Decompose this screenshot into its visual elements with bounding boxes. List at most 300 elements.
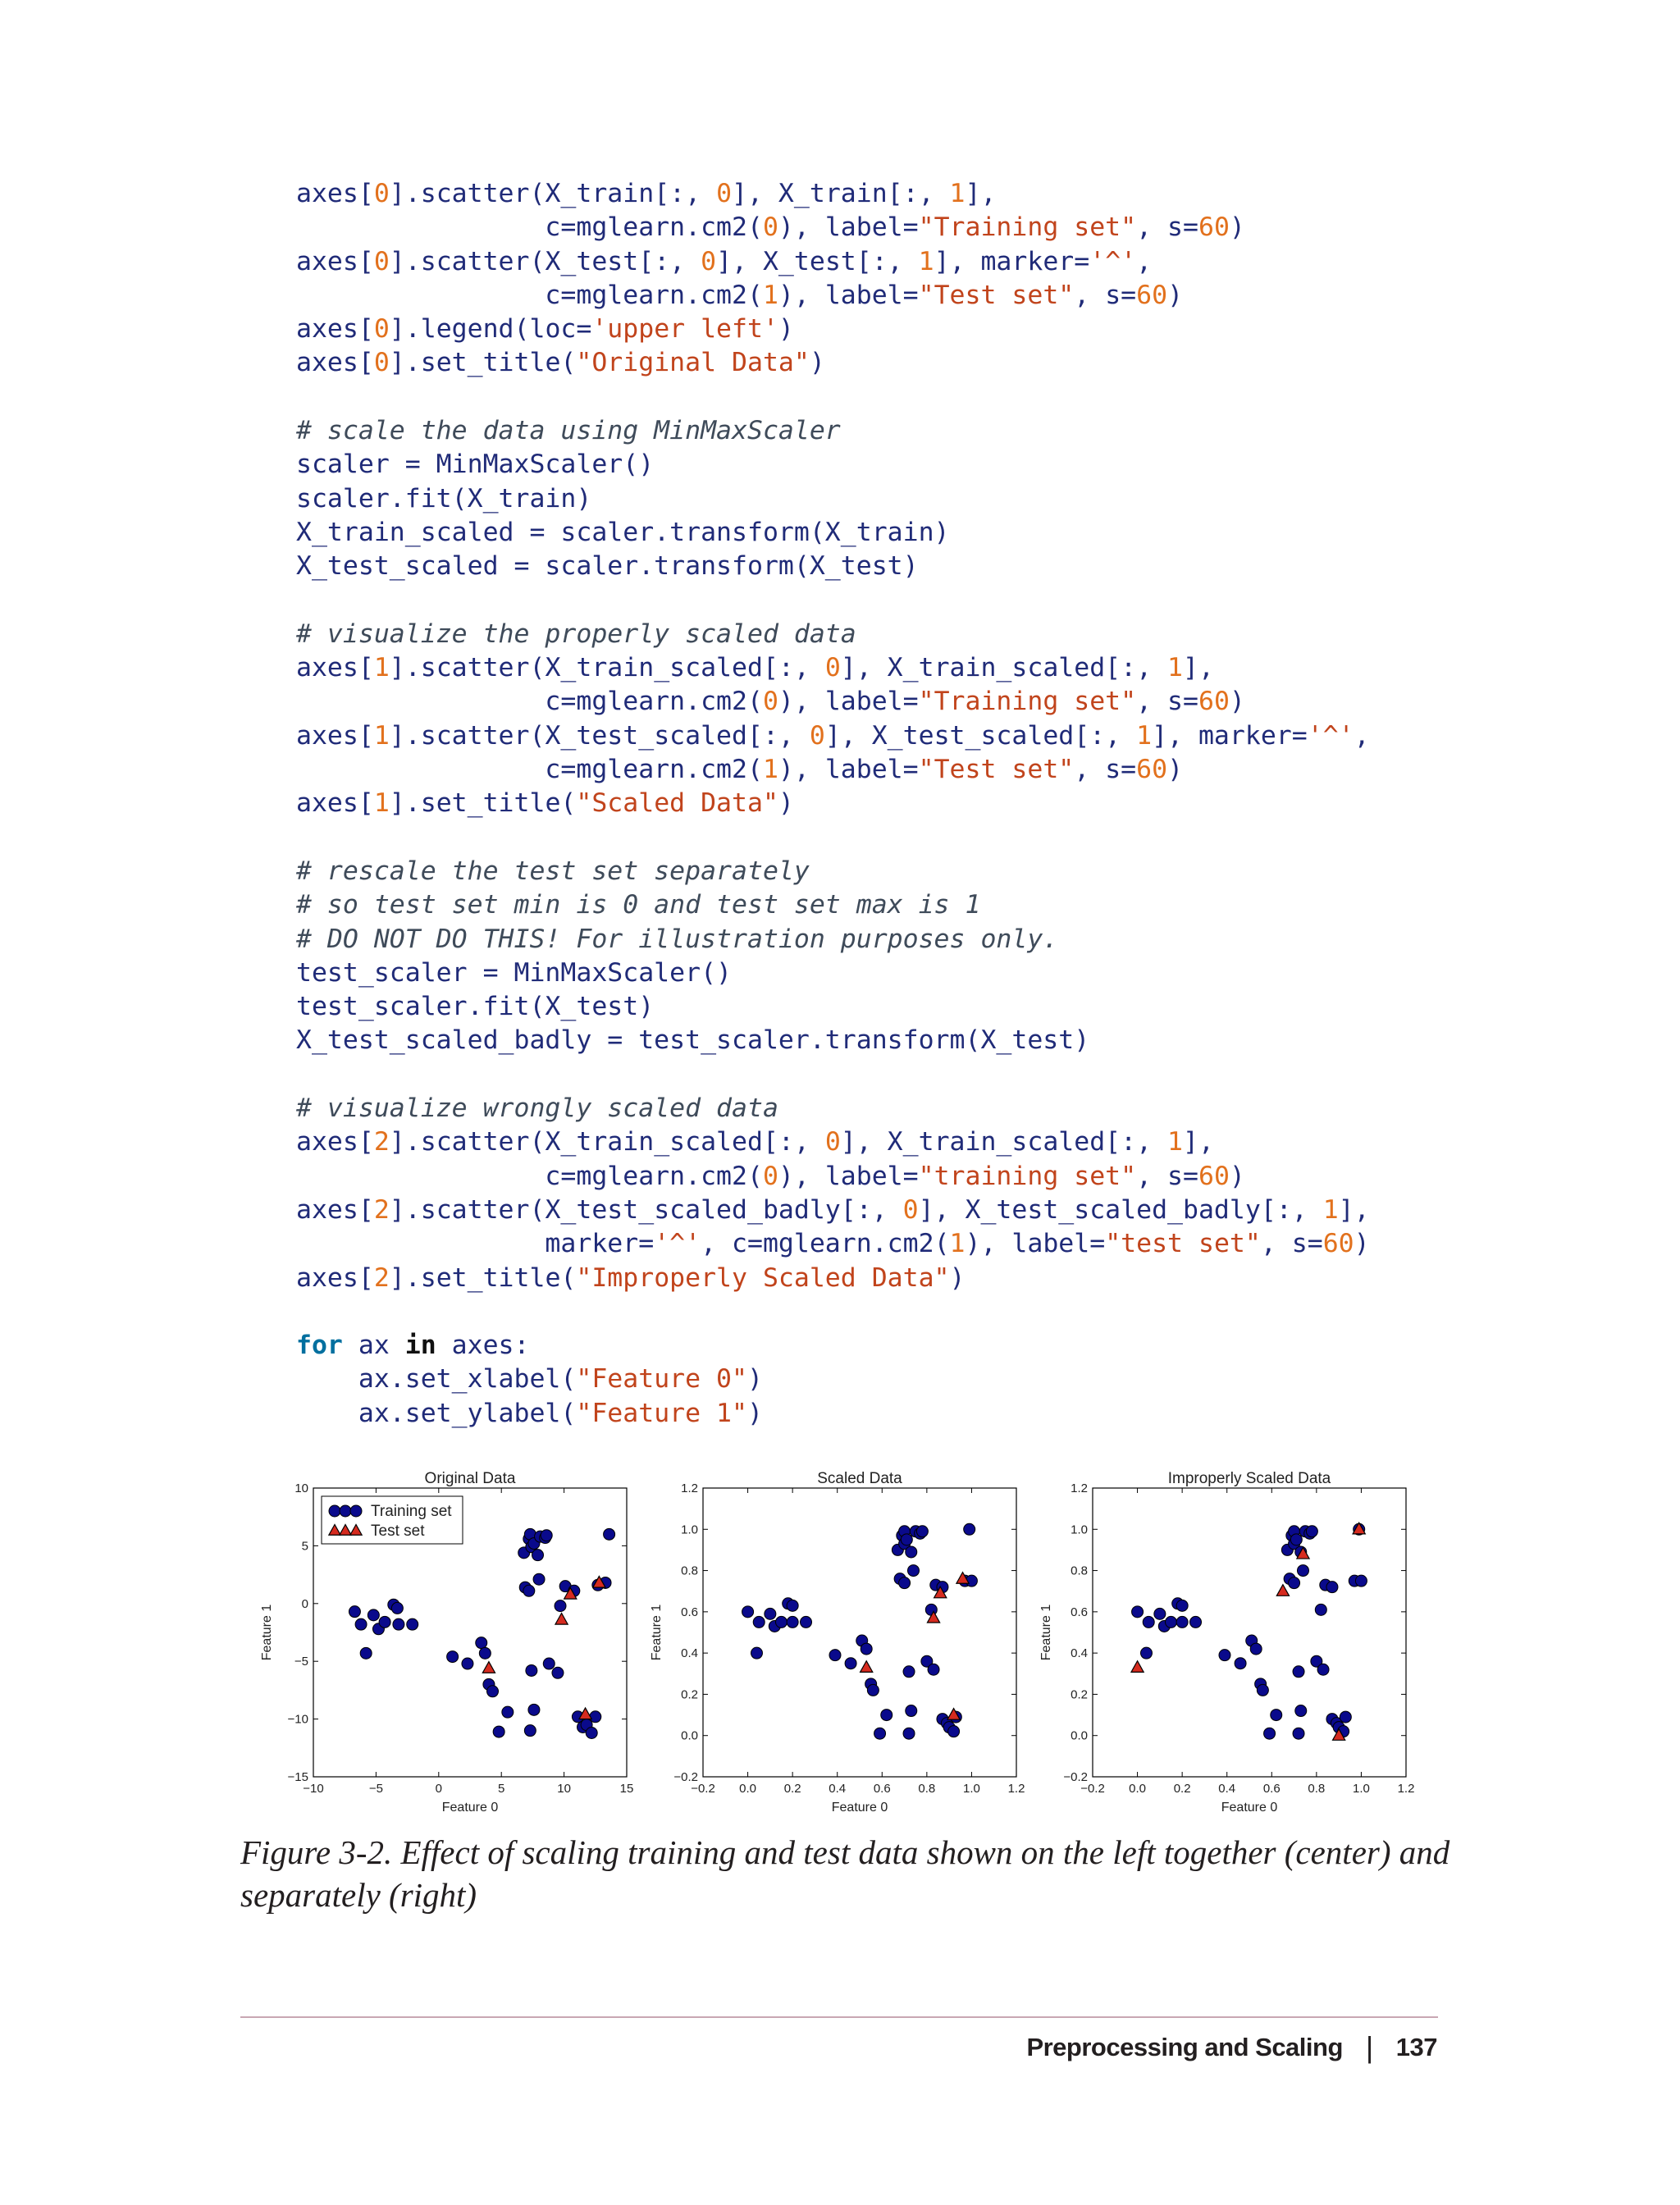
y-tick-label: 0 [301, 1596, 308, 1611]
code-token: ), label= [778, 687, 919, 717]
code-token: ) [778, 314, 794, 345]
train-point [532, 1550, 544, 1561]
code-token: '^' [1089, 246, 1137, 276]
y-axis-label: Feature 1 [1039, 1604, 1053, 1661]
train-point [604, 1528, 615, 1540]
code-token: "Feature 1" [576, 1398, 747, 1428]
code-token: ax [342, 1331, 405, 1361]
x-tick-label: 5 [498, 1782, 505, 1796]
y-tick-label: 1.2 [1071, 1481, 1088, 1495]
code-token: ) [949, 1262, 966, 1293]
code-line [296, 685, 1370, 719]
footer-rule [240, 2016, 1438, 2018]
train-point [1257, 1684, 1268, 1696]
x-tick-label: 15 [619, 1782, 634, 1796]
train-point [903, 1666, 915, 1678]
code-token: , s= [1136, 212, 1198, 243]
y-tick-label: 0.4 [1071, 1646, 1088, 1661]
train-point [528, 1704, 540, 1715]
scatter-panel [650, 1470, 1025, 1815]
code-token: ), label= [778, 1161, 919, 1191]
train-point [407, 1618, 418, 1630]
legend-train-marker [340, 1505, 351, 1517]
code-token: ), label= [778, 280, 919, 310]
train-point [845, 1658, 856, 1669]
train-point [590, 1711, 601, 1723]
code-token: "Training set" [918, 212, 1137, 243]
code-token: ], X_test[:, [716, 246, 919, 276]
train-point [901, 1534, 912, 1545]
code-token: 0 [373, 179, 390, 208]
code-token: "Training set" [918, 687, 1137, 717]
code-line [296, 651, 1370, 685]
train-point [1176, 1616, 1188, 1628]
code-token: 'upper left' [591, 314, 778, 345]
code-token: , s= [1260, 1229, 1323, 1259]
code-token: ], [1183, 1127, 1214, 1157]
code-token: ].scatter(X_test[:, [389, 246, 701, 276]
code-token: '^' [654, 1229, 701, 1259]
code-token: 0 [373, 246, 390, 276]
y-tick-label: 1.0 [681, 1522, 698, 1537]
code-token: c=mglearn.cm2( [296, 280, 763, 310]
code-token: axes[ [296, 653, 374, 683]
train-point [765, 1608, 776, 1619]
train-point [1297, 1565, 1308, 1577]
code-line [296, 346, 1370, 380]
x-tick-label: 0.0 [739, 1782, 757, 1796]
x-axis-label: Feature 0 [1221, 1801, 1278, 1815]
code-token: c=mglearn.cm2( [296, 1161, 763, 1191]
chart-title: Improperly Scaled Data [1167, 1470, 1331, 1487]
code-token: 1 [373, 788, 390, 819]
code-token: 60 [1198, 212, 1230, 243]
code-token: ) [778, 788, 794, 819]
code-token: ].scatter(X_train_scaled[:, [389, 653, 825, 683]
code-line [296, 1227, 1370, 1261]
train-point [801, 1616, 812, 1628]
code-line [296, 448, 1370, 482]
chart-title: Scaled Data [817, 1470, 902, 1487]
code-token: scaler = MinMaxScaler() [296, 450, 655, 480]
code-token: 1 [1136, 720, 1153, 751]
x-tick-label: −10 [303, 1782, 324, 1796]
code-token: axes[ [296, 1127, 374, 1157]
legend-train-marker [329, 1505, 340, 1517]
train-point [1250, 1643, 1262, 1655]
y-tick-label: −15 [287, 1770, 308, 1784]
scatter-panel [1039, 1470, 1414, 1815]
code-token: ) [1229, 212, 1245, 243]
code-token: 0 [373, 348, 390, 378]
y-tick-label: 0.2 [681, 1687, 698, 1702]
train-point [479, 1647, 491, 1659]
code-token: 0 [824, 653, 841, 683]
train-point [552, 1667, 564, 1678]
train-point [1176, 1600, 1188, 1611]
train-point [903, 1728, 915, 1739]
train-point [1190, 1616, 1202, 1628]
code-token: ), label= [778, 755, 919, 785]
code-token: # visualize wrongly scaled data [296, 1093, 778, 1124]
code-token: c=mglearn.cm2( [296, 755, 763, 785]
code-token: # so test set min is 0 and test set max is 1 [296, 890, 981, 920]
code-line [296, 753, 1370, 787]
code-token: , s= [1136, 1161, 1198, 1191]
code-token: , [1354, 720, 1370, 751]
train-point [523, 1585, 535, 1596]
scatter-panel [260, 1470, 633, 1815]
code-token: 60 [1136, 755, 1168, 785]
x-tick-label: −0.2 [691, 1782, 715, 1796]
code-line [296, 719, 1370, 753]
code-token: ].scatter(X_test_scaled[:, [389, 720, 810, 751]
code-line [296, 1125, 1370, 1159]
train-point [487, 1686, 499, 1697]
x-tick-label: 0.8 [918, 1782, 936, 1796]
y-tick-label: 0.0 [681, 1728, 698, 1743]
train-point [586, 1727, 597, 1738]
train-point [1154, 1608, 1166, 1619]
train-point [393, 1618, 404, 1630]
train-point [1289, 1577, 1300, 1589]
page-number: 137 [1395, 2033, 1437, 2061]
code-token: c=mglearn.cm2( [296, 687, 763, 717]
code-token: ], [965, 179, 997, 208]
figure-caption: Figure 3-2. Effect of scaling training and test data shown on the left together (center) and separately (right) [240, 1833, 1450, 1914]
code-token: 60 [1198, 687, 1230, 717]
x-tick-label: 1.0 [1352, 1782, 1370, 1796]
code-token: ), label= [778, 212, 919, 243]
code-token: "Test set" [918, 755, 1075, 785]
code-line [296, 1295, 1370, 1329]
code-token: ].scatter(X_test_scaled_badly[:, [389, 1194, 903, 1225]
code-token: ), label= [965, 1229, 1106, 1259]
code-token: 1 [949, 179, 966, 208]
x-tick-label: 0.6 [1262, 1782, 1281, 1796]
code-line [296, 550, 1370, 583]
train-point [1132, 1606, 1144, 1618]
code-token: 0 [762, 212, 778, 243]
code-line [296, 482, 1370, 516]
code-token: ) [1167, 755, 1184, 785]
x-axis-label: Feature 0 [441, 1801, 499, 1815]
code-token: , s= [1136, 687, 1198, 717]
code-token: 1 [373, 653, 390, 683]
code-line [296, 990, 1370, 1024]
code-token: 1 [918, 246, 934, 276]
y-tick-label: −5 [294, 1655, 308, 1669]
code-token: ) [1229, 687, 1245, 717]
train-point [742, 1606, 754, 1618]
train-point [462, 1658, 473, 1669]
train-point [1271, 1710, 1282, 1721]
y-tick-label: 0.8 [681, 1564, 698, 1578]
code-line [296, 211, 1370, 244]
code-token: "test set" [1105, 1229, 1261, 1259]
code-line [296, 279, 1370, 313]
code-token: "training set" [918, 1161, 1137, 1191]
y-tick-label: 10 [294, 1481, 308, 1495]
code-token: "Scaled Data" [576, 788, 778, 819]
y-tick-label: 0.4 [681, 1646, 698, 1661]
code-token: 0 [902, 1194, 919, 1225]
code-token: ], marker= [1152, 720, 1308, 751]
code-token: , c=mglearn.cm2( [701, 1229, 950, 1259]
y-tick-label: 0.6 [1071, 1605, 1088, 1619]
footer-section-title: Preprocessing and Scaling [1026, 2033, 1343, 2061]
code-token: axes[ [296, 179, 374, 208]
y-tick-label: 0.6 [681, 1605, 698, 1619]
train-point [753, 1616, 765, 1628]
train-point [447, 1651, 459, 1663]
code-token: # visualize the properly scaled data [296, 619, 856, 649]
train-point [964, 1523, 975, 1535]
train-point [1166, 1616, 1177, 1628]
y-tick-label: 1.0 [1071, 1522, 1088, 1537]
train-point [861, 1643, 872, 1655]
code-line [296, 381, 1370, 414]
page-footer [1026, 2030, 1437, 2065]
code-line [296, 313, 1370, 346]
code-token: 1 [373, 720, 390, 751]
train-point [776, 1616, 788, 1628]
code-token: , [1136, 246, 1153, 276]
train-point [787, 1616, 798, 1628]
train-point [1295, 1705, 1307, 1717]
train-point [1293, 1728, 1304, 1739]
code-token: ].set_title( [389, 348, 577, 378]
x-tick-label: 0.8 [1308, 1782, 1326, 1796]
code-token: axes[ [296, 1262, 374, 1293]
code-token: 60 [1322, 1229, 1354, 1259]
code-token: axes[ [296, 246, 374, 276]
code-token: "Feature 0" [576, 1364, 747, 1395]
train-point [526, 1664, 537, 1676]
code-token: 2 [373, 1194, 390, 1225]
train-point [829, 1650, 841, 1661]
code-token: 1 [1322, 1194, 1339, 1225]
code-token: 1 [762, 755, 778, 785]
train-point [874, 1728, 886, 1739]
code-token: 1 [762, 280, 778, 310]
code-line [296, 618, 1370, 651]
train-point [368, 1609, 379, 1621]
code-token: axes[ [296, 788, 374, 819]
y-tick-label: 0.2 [1071, 1687, 1088, 1702]
code-token: axes: [436, 1331, 530, 1361]
train-point [349, 1606, 360, 1618]
train-point [1315, 1604, 1326, 1615]
code-token: , s= [1074, 755, 1137, 785]
x-tick-label: 0 [435, 1782, 442, 1796]
code-token: ].scatter(X_train[:, [389, 179, 717, 208]
legend-train-marker [350, 1505, 362, 1517]
train-point [533, 1573, 545, 1585]
x-tick-label: 1.2 [1397, 1782, 1415, 1796]
code-token: "Improperly Scaled Data" [576, 1262, 950, 1293]
code-token: X_test_scaled_badly = test_scaler.transform(X_test) [296, 1025, 1090, 1056]
code-token: , s= [1074, 280, 1137, 310]
code-line [296, 923, 1370, 956]
train-point [1143, 1616, 1154, 1628]
train-point [907, 1565, 919, 1577]
train-point [360, 1647, 372, 1659]
train-point [899, 1577, 911, 1589]
code-token: ].scatter(X_train_scaled[:, [389, 1127, 825, 1157]
x-tick-label: 0.2 [783, 1782, 801, 1796]
code-line [296, 516, 1370, 550]
code-line [296, 1058, 1370, 1092]
train-point [787, 1600, 798, 1611]
code-token: ax.set_ylabel( [296, 1398, 577, 1428]
legend-label: Test set [371, 1522, 425, 1540]
code-line [296, 1160, 1370, 1194]
code-token: 60 [1198, 1161, 1230, 1191]
train-point [1219, 1650, 1230, 1661]
code-token: # rescale the test set separately [296, 856, 810, 886]
code-token: ].set_title( [389, 1262, 577, 1293]
train-point [881, 1710, 892, 1721]
train-point [1235, 1658, 1246, 1669]
train-point [916, 1526, 928, 1537]
code-token: axes[ [296, 314, 374, 345]
code-line [296, 584, 1370, 618]
train-point [1317, 1664, 1329, 1675]
code-token: 0 [824, 1127, 841, 1157]
code-token: 1 [1167, 653, 1184, 683]
code-token: ].legend(loc= [389, 314, 592, 345]
y-tick-label: −0.2 [673, 1770, 698, 1784]
code-token: axes[ [296, 720, 374, 751]
train-point [543, 1658, 555, 1669]
train-point [906, 1705, 917, 1717]
train-point [1264, 1728, 1276, 1739]
y-tick-label: 5 [301, 1539, 308, 1554]
code-line [296, 1329, 1370, 1363]
x-tick-label: −5 [368, 1782, 383, 1796]
y-tick-label: 1.2 [681, 1481, 698, 1495]
code-token: X_train_scaled = scaler.transform(X_train) [296, 517, 950, 547]
code-line [296, 1262, 1370, 1295]
train-point [751, 1647, 762, 1659]
train-point [1306, 1526, 1317, 1537]
legend-label: Training set [371, 1503, 452, 1520]
code-token: '^' [1307, 720, 1354, 751]
code-token: ) [809, 348, 825, 378]
code-line [296, 245, 1370, 279]
code-token: axes[ [296, 1194, 374, 1225]
train-point [379, 1616, 390, 1628]
code-token: test_scaler.fit(X_test) [296, 992, 655, 1022]
y-axis-label: Feature 1 [260, 1604, 274, 1661]
code-token: 0 [701, 246, 717, 276]
code-line [296, 1363, 1370, 1396]
figure-3-2 [246, 1460, 1427, 1821]
x-tick-label: 0.2 [1173, 1782, 1191, 1796]
code-token: test_scaler = MinMaxScaler() [296, 957, 733, 988]
code-token: "Original Data" [576, 348, 810, 378]
code-token: c=mglearn.cm2( [296, 212, 763, 243]
code-token: # DO NOT DO THIS! For illustration purposes only. [296, 924, 1059, 954]
code-token: # scale the data using MinMaxScaler [296, 416, 841, 446]
code-token: ], X_train_scaled[:, [840, 653, 1168, 683]
code-token: ) [1354, 1229, 1370, 1259]
code-token: 0 [809, 720, 825, 751]
code-line [296, 1397, 1370, 1431]
code-token: 2 [373, 1262, 390, 1293]
code-token: ) [1167, 280, 1184, 310]
code-token: 0 [716, 179, 733, 208]
code-token: 1 [1167, 1127, 1184, 1157]
code-token: ], X_train_scaled[:, [840, 1127, 1168, 1157]
code-token: 2 [373, 1127, 390, 1157]
code-line [296, 888, 1370, 922]
code-token: scaler.fit(X_train) [296, 483, 592, 514]
code-token: "Test set" [918, 280, 1075, 310]
code-line [296, 787, 1370, 820]
train-point [502, 1706, 514, 1718]
train-point [1290, 1534, 1302, 1545]
train-point [355, 1618, 367, 1630]
y-tick-label: 0.8 [1071, 1564, 1088, 1578]
code-line [296, 956, 1370, 990]
code-token: for [296, 1331, 343, 1361]
train-point [1140, 1647, 1152, 1659]
code-token: ) [747, 1364, 763, 1395]
code-line [296, 414, 1370, 448]
train-point [928, 1664, 939, 1675]
code-token: ], [1338, 1194, 1370, 1225]
train-point [1293, 1666, 1304, 1678]
code-line [296, 855, 1370, 888]
x-tick-label: 1.2 [1007, 1782, 1025, 1796]
train-point [906, 1546, 917, 1558]
code-token: ], X_test_scaled_badly[:, [918, 1194, 1323, 1225]
y-tick-label: −10 [287, 1712, 308, 1727]
code-token: in [404, 1331, 436, 1361]
code-token: 0 [762, 1161, 778, 1191]
code-token: X_test_scaled = scaler.transform(X_test) [296, 551, 919, 582]
code-token: ], [1183, 653, 1214, 683]
train-point [391, 1602, 403, 1614]
train-point [1355, 1575, 1367, 1586]
code-line [296, 821, 1370, 855]
y-tick-label: 0.0 [1071, 1728, 1088, 1743]
code-token: ], X_train[:, [732, 179, 950, 208]
code-block [296, 177, 1370, 1431]
train-point [493, 1726, 504, 1737]
code-line [296, 1194, 1370, 1227]
code-line [296, 1024, 1370, 1057]
x-tick-label: 0.6 [873, 1782, 891, 1796]
footer-separator: | [1365, 2030, 1373, 2064]
train-point [524, 1725, 536, 1737]
y-tick-label: −0.2 [1063, 1770, 1088, 1784]
x-tick-label: 10 [557, 1782, 571, 1796]
code-token: ], marker= [934, 246, 1090, 276]
y-axis-label: Feature 1 [650, 1604, 664, 1661]
train-point [1326, 1582, 1338, 1593]
x-tick-label: −0.2 [1080, 1782, 1105, 1796]
chart-title: Original Data [424, 1470, 516, 1487]
x-tick-label: 1.0 [962, 1782, 980, 1796]
code-token: ) [1229, 1161, 1245, 1191]
x-tick-label: 0.0 [1129, 1782, 1147, 1796]
code-token: axes[ [296, 348, 374, 378]
code-line [296, 177, 1370, 211]
code-token: ) [747, 1398, 763, 1428]
